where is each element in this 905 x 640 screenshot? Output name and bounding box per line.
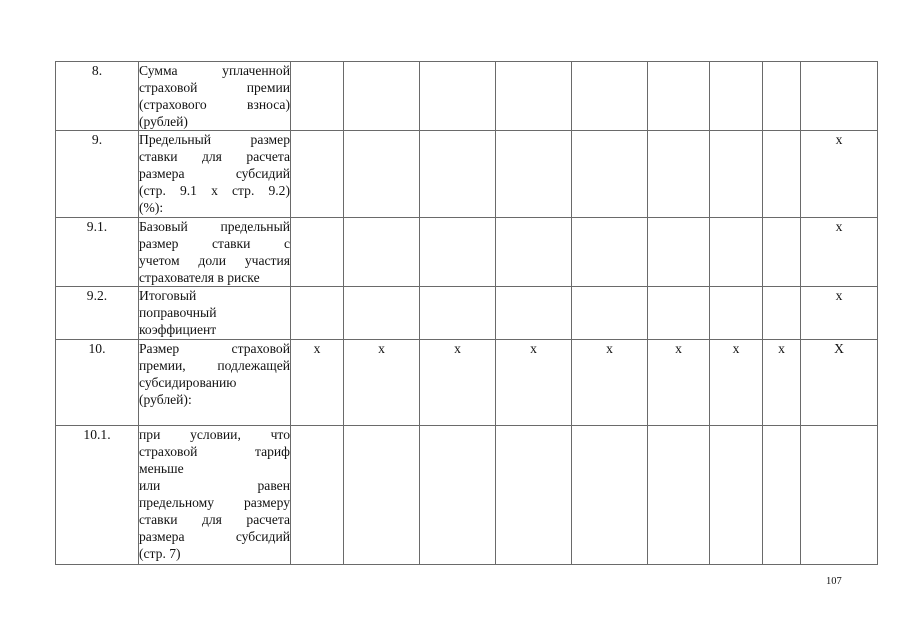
row-description <box>139 426 291 565</box>
value-cell <box>344 287 420 340</box>
value-cell: х <box>710 340 763 426</box>
description-line: Предельный размер <box>139 132 290 147</box>
value-cell: х <box>496 340 572 426</box>
value-cell <box>420 131 496 218</box>
value-cell <box>496 131 572 218</box>
description-line: (стр. 7) <box>139 546 181 561</box>
description-line: субсидированию <box>139 375 237 390</box>
value-cell: Х <box>801 340 878 426</box>
description-line: страховой премии <box>139 80 290 95</box>
description-line: Размер страховой <box>139 341 290 356</box>
value-cell <box>496 426 572 565</box>
table-row <box>56 131 878 218</box>
value-cell: х <box>801 287 878 340</box>
value-cell <box>763 218 801 287</box>
row-description <box>139 218 291 287</box>
description-line: поправочный <box>139 305 217 320</box>
value-cell <box>648 287 710 340</box>
value-cell <box>763 131 801 218</box>
value-cell <box>710 218 763 287</box>
description-line: Итоговый <box>139 288 197 303</box>
description-line: (стр. 9.1 х стр. 9.2) <box>139 183 290 198</box>
value-cell: х <box>801 218 878 287</box>
row-number: 10.1. <box>56 426 139 565</box>
value-cell <box>648 218 710 287</box>
description-line: Сумма уплаченной <box>139 63 290 78</box>
row-number: 9. <box>56 131 139 218</box>
value-cell <box>710 287 763 340</box>
row-description <box>139 131 291 218</box>
value-cell: х <box>648 340 710 426</box>
value-cell <box>710 62 763 131</box>
value-cell: х <box>420 340 496 426</box>
value-cell: х <box>291 340 344 426</box>
description-line: при условии, что <box>139 427 290 442</box>
value-cell <box>572 287 648 340</box>
value-cell <box>648 62 710 131</box>
value-cell <box>344 131 420 218</box>
value-cell <box>496 287 572 340</box>
value-cell <box>801 62 878 131</box>
value-cell <box>572 218 648 287</box>
value-cell <box>420 62 496 131</box>
value-cell <box>496 218 572 287</box>
description-line: страховой тариф <box>139 444 290 459</box>
row-number: 10. <box>56 340 139 426</box>
description-line: размера субсидий <box>139 166 290 181</box>
description-line: (%): <box>139 200 164 215</box>
description-line: ставки для расчета <box>139 512 290 527</box>
value-cell <box>710 131 763 218</box>
description-line: коэффициент <box>139 322 217 337</box>
table-row <box>56 218 878 287</box>
value-cell: х <box>572 340 648 426</box>
description-line: учетом доли участия <box>139 253 290 268</box>
description-line: или равен <box>139 478 290 493</box>
description-line: меньше <box>139 461 184 476</box>
row-number: 9.1. <box>56 218 139 287</box>
row-description <box>139 340 291 426</box>
value-cell: х <box>344 340 420 426</box>
value-cell <box>572 62 648 131</box>
value-cell <box>710 426 763 565</box>
value-cell <box>572 131 648 218</box>
row-description <box>139 287 291 340</box>
value-cell <box>344 426 420 565</box>
table-row <box>56 340 878 426</box>
value-cell <box>291 287 344 340</box>
row-number: 8. <box>56 62 139 131</box>
row-number: 9.2. <box>56 287 139 340</box>
description-line: (страхового взноса) <box>139 97 290 112</box>
value-cell <box>801 426 878 565</box>
description-line: размера субсидий <box>139 529 290 544</box>
value-cell <box>291 131 344 218</box>
page-number: 107 <box>826 576 842 587</box>
description-line: Базовый предельный <box>139 219 290 234</box>
value-cell <box>420 287 496 340</box>
value-cell <box>420 426 496 565</box>
value-cell <box>291 218 344 287</box>
description-line: премии, подлежащей <box>139 358 290 373</box>
description-line: страхователя в риске <box>139 270 260 285</box>
value-cell <box>763 287 801 340</box>
value-cell <box>344 218 420 287</box>
value-cell <box>648 131 710 218</box>
description-line: (рублей) <box>139 114 188 129</box>
description-line: (рублей): <box>139 392 192 407</box>
value-cell <box>291 62 344 131</box>
value-cell: х <box>763 340 801 426</box>
value-cell <box>648 426 710 565</box>
subsidy-calculation-table <box>55 61 878 565</box>
value-cell <box>291 426 344 565</box>
table-row <box>56 287 878 340</box>
value-cell <box>420 218 496 287</box>
table-row <box>56 62 878 131</box>
table-row <box>56 426 878 565</box>
description-line: ставки для расчета <box>139 149 290 164</box>
description-line: размер ставки с <box>139 236 290 251</box>
value-cell <box>763 62 801 131</box>
value-cell <box>344 62 420 131</box>
table-body <box>56 62 878 565</box>
row-description <box>139 62 291 131</box>
value-cell <box>496 62 572 131</box>
value-cell <box>572 426 648 565</box>
value-cell <box>763 426 801 565</box>
description-line: предельному размеру <box>139 495 290 510</box>
value-cell: х <box>801 131 878 218</box>
